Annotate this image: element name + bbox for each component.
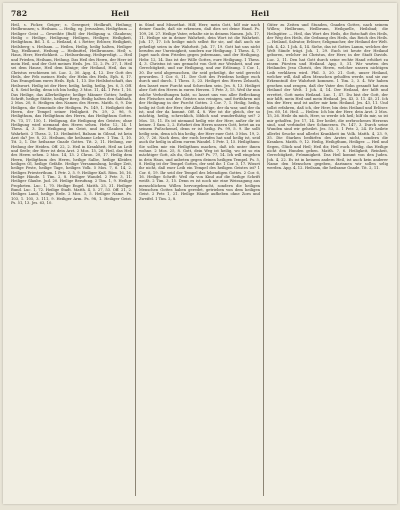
text-column-3: [267, 23, 388, 496]
text-column-1: [11, 23, 132, 496]
dictionary-page: [3, 3, 397, 504]
running-head-right: Heil: [251, 9, 270, 18]
running-head-left: Heil: [111, 9, 130, 18]
column-1-text: Heil, s. Ficker, Geiger; s. Gesegnet; Heilkraft, Heilung; Heilbrunnen; s. Heilsam. — Heilig, eg. Jerusalem, Heiligthum — Heiliger Geist — Geweihte (Buß) der Heiligung u. Glaubens; Heilig = Heilige, Heiligung; Heiligen, Heiliger, Heiligkeit, Heiligthum. Bd. 1. S. — Heiland, d. i. Retter; Erlöser, Heiligkeit, Heilsberg; s. Heilsam. — Heilen, Heilig, heilig halten, Heiliger Tag, Heilkunst, Heilung — Heilmittel, Heilbrunnen. Heil; s. Haus, Herr, Herrlichkeit. — Heilsordnung, Heilspredigt. — Heil und Frieden, Heilsam, Heilung. Das Heil des Herrn, der Herr ist mein Heil, und der Gott meines Heils. Jes. 12, 2. Ps. 27, 1. Heil sei dem Hause, Heil dem Könige; der Heiland, Heil, das in Christus erschienen ist. Luc. 2, 30. Apg. 4, 12. Der Gott des Heils, der Fels meines Heils; der Helm des Heils, Eph. 6, 17. Das Evangelium eures Heils. Eph. 1, 13. Die Heilsbotschaft, das Heilswort. Heilig ist der Herr, heilig, heilig, heilig. Jes. 6, 3. Off. 4, 8. Seid heilig, denn ich bin heilig. 3 Mos. 11, 44. 1 Petr. 1, 16. Das Heilige, das Allerheiligste; heilige Männer Gottes; heilige Schrift, heilige Stätte, heiliger Berg. Heilig halten den Sabbath. 2 Mos. 20, 8. Heiligen den Namen des Herrn. Matth. 6, 9. Die Heiligen, die Gemeinde der Heiligen. Ps. 149, 1. Heiligkeit des Herrn, der Tempel seiner Heiligkeit. Ps. 29, 2. 96, 9. Heiligthum, das Heiligthum des Herrn, das Heiligthum Gottes. Ps. 73, 17. 150, 1. Heiligung, die Heiligung des Geistes; ohne Heiligung wird niemand den Herrn sehen. Hebr. 12, 14. 1 Thess. 4, 3. Die Heiligung im Geist, und im Glauben der Wahrheit. 2 Thess. 2, 13. Heilmittel, Balsam in Gilead, ist kein Arzt da? Jer. 8, 22. Heilsam, die heilsame Lehre. 1 Tim. 1, 10. Tit. 2, 1. Die heilsame Gnade Gottes. Tit. 2, 11. Heilung, zur Heilung der Heiden. Off. 22, 2. Heil in Krankheit, Heil an Leib und Seele; der Herr ist dein Arzt. 2 Mos. 15, 26. Heil, das Heil des Herrn sehen. 2 Mos. 14, 13. 2 Chron. 20, 17. Heilig dem Herrn, Heiligthum des Herrn, heilige Salbe, heilige Kleider, heiliges Öl, heilige Gefäße. Heilige Versammlung, heilige Zeit, heilige Feste, heilige Tage, heiliges Volk. 5 Mos. 7, 6. 14, 2. Heiliges Priesterthum. 1 Petr. 2, 5. 9. Heiliger Kuß. Röm. 16, 16. Heilige Hände. 1 Tim. 2, 8. Heiliger Wandel. 2 Petr. 3, 11. Heiliger Glaube. Jud. 20. Heilige Berufung. 2 Tim. 1, 9. Heilige Propheten. Luc. 1, 70. Heilige Engel. Matth. 25, 31. Heiliger Bund. Luc. 1, 72. Heilige Stadt. Matth. 4, 5. 27, 53. Off. 21, 2. Heiliges Land, heilige Erde. 2 Mos. 3, 5. Heiliger Name. Ps. 103, 1. 105, 3. 111, 9. Heiliger Arm. Ps. 98, 1. Heiliger Geist. Ps. 51, 13. Jes. 63, 10.: [11, 23, 132, 206]
text-column-2: [139, 23, 260, 496]
page-number: 782: [11, 9, 28, 18]
header-rule: [11, 20, 389, 21]
column-3-text: Güter zu Zeiten und Stunden, Gnaden Gottes, nach seinem Willen; Heilbronn, Heilbrunn, Heilquelle, Heilsbad; die Heilsgüter. — Heil, das Wort des Heils, die Botschaft des Heils, der Weg des Heils, die Ordnung des Heils, das Reich des Heils. — Heiland, Salvator, Erlöser, Seligmacher, der Heiland der Welt. Joh. 4, 42. 1 Joh. 4, 14. Siehe, das ist Gottes Lamm, welches der Welt Sünde trägt. Joh. 1, 29. Euch ist heute der Heiland geboren, welcher ist Christus, der Herr, in der Stadt Davids. Luc. 2, 11. Den hat Gott durch seine rechte Hand erhöhet zu einem Fürsten und Heiland. Apg. 5, 31. Wir warten des Heilandes Jesu Christi, des Herrn, welcher unsern nichtigen Leib verklären wird. Phil. 3, 20. 21. Gott, unser Heiland, welcher will, daß allen Menschen geholfen werde, und sie zur Erkenntniß der Wahrheit kommen. 1 Tim. 2, 3. 4. Wir haben gesehen und zeugen, daß der Vater den Sohn gesandt hat zum Heiland der Welt. 1 Joh. 4, 14. Der Heiland, der hilft und errettet, Gott mein Heiland. Luc. 1, 47. Du bist der Gott, der mir hilft, mein Heil und mein Heiland. Jes. 43, 3. 11. 45, 21. Ich bin der Herr, und ist außer mir kein Heiland. Jes. 43, 11. Und sollst erfahren, daß ich, der Herr, bin dein Heiland und Erlöser. Jes. 60, 16. Heil. — Heilen: Ich bin der Herr, dein Arzt. 2 Mos. 15, 26. Heile du mich, Herr, so werde ich heil; hilf du mir, so ist mir geholfen. Jer. 17, 14. Der heilet, die zerbrochenes Herzens sind, und verbindet ihre Schmerzen. Ps. 147, 3. Durch seine Wunden sind wir geheilet. Jes. 53, 5. 1 Petr. 2, 24. Er heilete allerlei Seuche und allerlei Krankheit im Volk. Matth. 4, 23. 9, 35. Die Starken bedürfen des Arztes nicht, sondern die Kranken. Matth. 9, 12. Heilig, Heiligthum, Heiliger. — Heil und Segen, Glück und Heil; Heil dir, Heil euch. Heilig, das Heilige nicht den Hunden geben. Matth. 7, 6. Heiligkeit, Reinheit, Gerechtigkeit, Frömmigkeit. Das Heil kommt von den Juden. Joh. 4, 22. Es ist in keinem andern Heil, ist auch kein anderer Name den Menschen gegeben, darinnen wir sollen selig werden. Apg. 4, 12. Heilsam, die heilsame Gnade. Tit. 2, 11.: [267, 23, 388, 171]
page-header: [11, 9, 389, 19]
column-divider-1: [135, 23, 136, 496]
column-2-text: in Sünd und Missethat. Hilf, Herr, mein Gott, hilf mir nach deiner Gnade, daß sie erkennen, daß dies sei deine Hand. Ps. 109, 26. 27. Heilige Vater, erhalte sie in deinem Namen. Joh. 17, 11. Heilige sie in deiner Wahrheit, dein Wort ist die Wahrheit. Joh. 17, 17. Ich heilige mich selbst für sie, auf daß auch sie geheiligt seien in der Wahrheit. Joh. 17, 19. Gott hat uns nicht berufen zur Unreinigkeit, sondern zur Heiligung. 1 Thess. 4, 7. Jaget nach dem Frieden gegen jedermann, und der Heiligung. Hebr. 12, 14. Das ist der Wille Gottes, eure Heiligung. 1 Thess. 4, 3. Christus ist uns gemacht von Gott zur Weisheit, und zur Gerechtigkeit, und zur Heiligung, und zur Erlösung. 1 Cor. 1, 30. Ihr seid abgewaschen, ihr seid geheiligt, ihr seid gerecht geworden. 1 Cor. 6, 11. Der Gott des Friedens heilige euch durch und durch. 1 Thess. 5, 23. Heiliget den Herrn Zebaoth, den lasset eure Furcht und Schrecken sein. Jes. 8, 13. Heiliget aber Gott den Herrn in euren Herzen. 1 Petr. 3, 15. Weil ihr nun solche Verheißungen habt, so lasset uns von aller Befleckung des Fleisches und des Geistes uns reinigen, und fortfahren mit der Heiligung in der Furcht Gottes. 2 Cor. 7, 1. Heilig, heilig, heilig ist Gott der Herr, der Allmächtige, der da war, und der da ist, und der da kommt. Off. 4, 8. Wer ist dir gleich, der so mächtig, heilig, schrecklich, löblich und wunderthätig sei? 2 Mos. 15, 11. Es ist niemand heilig wie der Herr, außer dir ist keiner. 1 Sam. 2, 2. Erhebet den Herrn unsern Gott, betet an zu seinem Fußschemel, denn er ist heilig. Ps. 99, 5. 9. Ihr sollt heilig sein, denn ich bin heilig, der Herr euer Gott. 3 Mos. 19, 2. 20, 7. 26. Nach dem, der euch berufen hat und heilig ist, seid auch ihr heilig in allem eurem Wandel. 1 Petr. 1, 15. Heiligthum: Sie sollen mir ein Heiligthum machen, daß ich unter ihnen wohne. 2 Mos. 25, 8. Gott, dein Weg ist heilig, wo ist so ein mächtiger Gott, als du, Gott, bist? Ps. 77, 14. Ich will eingehen in dein Haus, und anbeten gegen deinen heiligen Tempel. Ps. 5, 8. Heilig ist der Tempel Gottes, der seid ihr. 1 Cor. 3, 17. Wisset ihr nicht, daß euer Leib ein Tempel des heiligen Geistes ist? 1 Cor. 6, 19. Ihr seid der Tempel des lebendigen Gottes. 2 Cor. 6, 16. Heilige Schrift: Weil du von Kind auf die heilige Schrift weißt. 2 Tim. 3, 15. Denn es ist noch nie eine Weissagung aus menschlichem Willen hervorgebracht, sondern die heiligen Menschen Gottes haben geredet, getrieben von dem heiligen Geist. 2 Petr. 1, 21. Heilige Hände aufheben ohne Zorn und Zweifel. 1 Tim. 2, 8.: [139, 23, 260, 201]
column-divider-2: [263, 23, 264, 496]
